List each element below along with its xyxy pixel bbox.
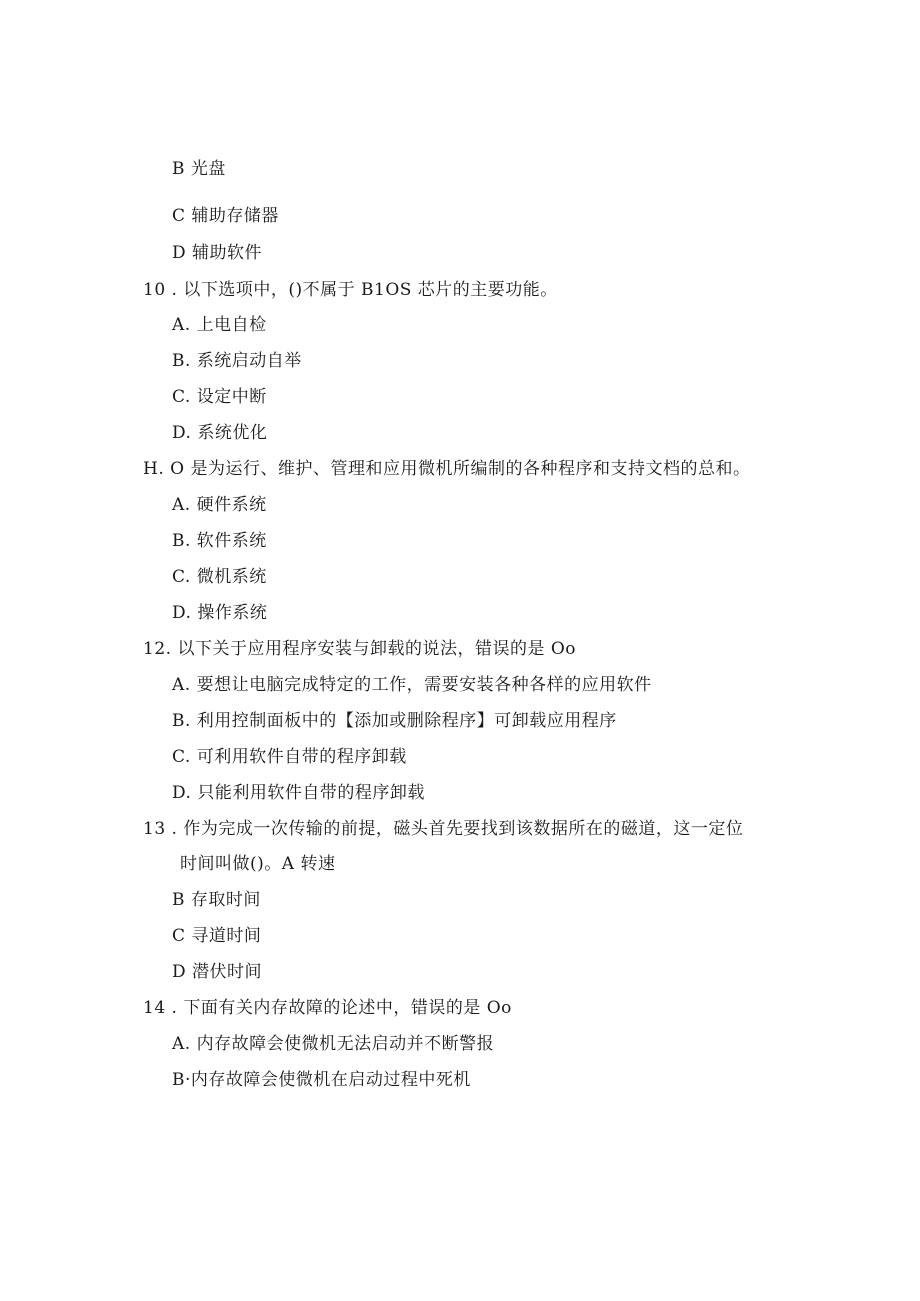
option-line: C. 设定中断 (172, 387, 267, 407)
option-line: D. 系统优化 (172, 423, 268, 443)
option-line: D 辅助软件 (172, 243, 263, 263)
question-line: H. O 是为运行、维护、管理和应用微机所编制的各种程序和支持文档的总和。 (143, 459, 751, 479)
option-line: C 辅助存储器 (172, 206, 279, 226)
question-line: 10 . 以下选项中，()不属于 B1OS 芯片的主要功能。 (143, 280, 558, 300)
question-line: 13 . 作为完成一次传输的前提，磁头首先要找到该数据所在的磁道，这一定位 (143, 819, 744, 839)
option-line: D. 只能利用软件自带的程序卸载 (172, 783, 425, 803)
option-line: A. 内存故障会使微机无法启动并不断警报 (172, 1034, 495, 1054)
option-line: B 光盘 (172, 159, 226, 179)
option-line: D 潜伏时间 (172, 962, 263, 982)
option-line: A. 上电自检 (172, 315, 267, 335)
option-line: D. 操作系统 (172, 603, 268, 623)
question-continuation-line: 时间叫做()。A 转速 (180, 854, 336, 874)
question-line: 14 . 下面有关内存故障的论述中，错误的是 Oo (143, 998, 512, 1018)
option-line: C. 微机系统 (172, 567, 267, 587)
option-line: C 寻道时间 (172, 926, 262, 946)
option-line: B·内存故障会使微机在启动过程中死机 (172, 1070, 471, 1090)
option-line: A. 硬件系统 (172, 495, 267, 515)
option-line: A. 要想让电脑完成特定的工作，需要安装各种各样的应用软件 (172, 675, 652, 695)
option-line: B. 系统启动自举 (172, 351, 302, 371)
option-line: B. 利用控制面板中的【添加或删除程序】可卸载应用程序 (172, 711, 617, 731)
option-line: B. 软件系统 (172, 531, 267, 551)
option-line: B 存取时间 (172, 890, 261, 910)
option-line: C. 可利用软件自带的程序卸载 (172, 747, 407, 767)
question-line: 12. 以下关于应用程序安装与卸载的说法，错误的是 Oo (143, 639, 577, 659)
